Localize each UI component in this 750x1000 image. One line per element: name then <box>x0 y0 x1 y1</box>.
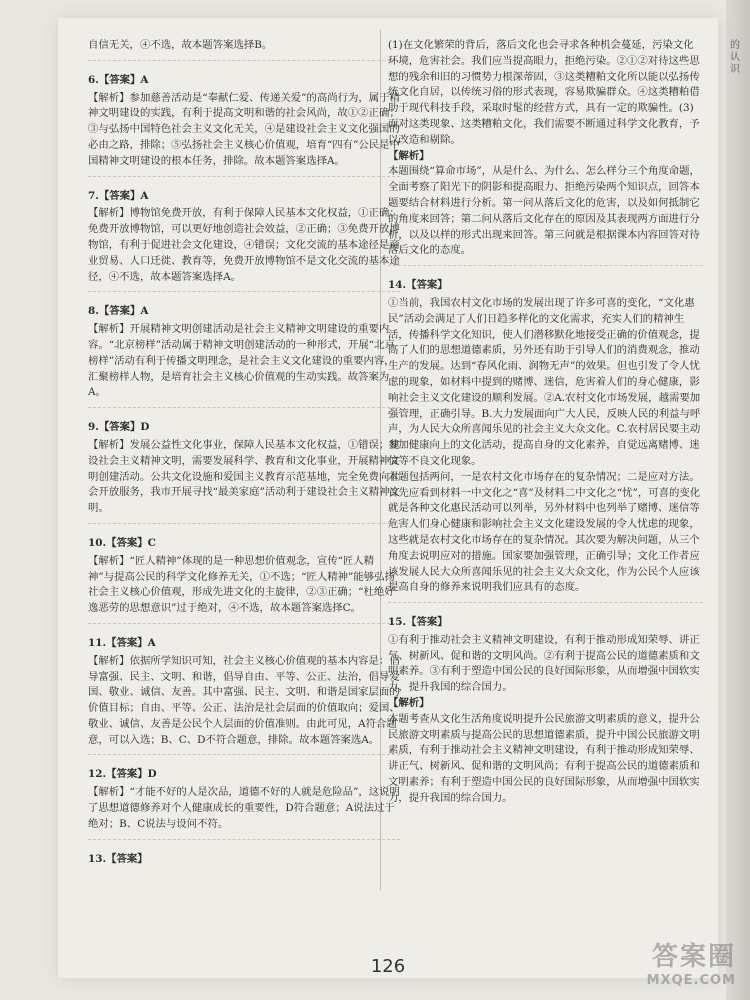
question-item <box>88 767 400 839</box>
question-item <box>88 536 400 624</box>
q14-analysis-text: 本题包括两问，一是农村文化市场存在的复杂情况；二是应对方法。首先应看到材料一中文化之“喜”及材料二中文化之“忧”，可喜的变化就是各种文化惠民活动可以列举，另外材料中也列举了赌博、迷信等危害人们身心健康和影响社会主义文化建设发展的令人忧虑的现象，这些就是农村文化市场存在的复杂情况。其次要为解决问题，从三个角度去说明应对的措施。国家要加强管理，正确引导；文化工作者应该发展人民大众所喜闻乐见的社会主义大众文化，作为公民个人应该提高自身的修养来说明我们应具有的态度。 <box>388 470 701 594</box>
analysis-text: 【解析】开展精神文明创建活动是社会主义精神文明建设的重要内容。“北京榜样”活动属于精神文明创建活动的一种形式，开展“北京榜样”活动有利于传播文明理念，是社会主义文化建设的重要内容，汇聚榜样人物，是培育社会主义核心价值观的生动实践。故答案为A。 <box>88 323 395 399</box>
question-item <box>88 852 400 876</box>
analysis-text: 【解析】“匠人精神”体现的是一种思想价值观念，宣传“匠人精神”与提高公民的科学文化修养无关，①不选；“匠人精神”能够弘扬社会主义核心价值观，形成先进文化的主旋律，②③正确；“杜绝好逸恶劳的思想意识”过于绝对，④不选，故本题答案选择C。 <box>88 554 395 615</box>
q13-continuation <box>388 38 703 266</box>
q13-answer-text: (1)在文化繁荣的背后，落后文化也会寻求各种机会蔓延，污染文化环境，危害社会。我们应当提高眼力，拒绝污染。②①②对待这些思想的残余和旧的习惯势力根深蒂固，③这类糟粕文化所以能以弘扬传统文化自居，以传统习俗的形式表现，容易欺骗群众。④这类糟粕借助于现代科技手段，采取时髦的经营方式，具有一定的欺骗性。(3)面对这类现象、这类糟粕文化，我们需要不断通过科学文化教育，予以改造和剔除。 <box>388 39 700 146</box>
answer-label: 13.【答案】 <box>88 852 148 865</box>
q14-answer-text: ①当前，我国农村文化市场的发展出现了许多可喜的变化，“文化惠民”活动会满足了人们日趋多样化的文化需求，充实人们的精神生活，传播科学文化知识，使人们潜移默化地接受正确的价值观念，提高了人们的思想道德素质，另外还有助于引导人们的消费观念，推动生产的发展。达到“春风化雨、润物无声”的效果。但也引发了令人忧虑的现象，如材料中提到的赌博、迷信，危害着人们的身心健康，影响社会主义文化建设的顺利发展。②A.农村文化市场发展，越需要加强管理，正确引导。B.大力发展面向广大人民，反映人民的利益与呼声，为人民大众所喜闻乐见的社会主义大众文化。C.农村居民要主动参加健康向上的文化活动，提高自身的文化素养，自觉远离赌博、迷信等不良文化现象。 <box>388 296 701 467</box>
q15-label: 15.【答案】 <box>388 616 448 629</box>
question-item <box>88 304 400 408</box>
q13-analysis-text: 本题围绕“算命市场”，从是什么、为什么、怎么样分三个角度命题，全面考察了阳光下的阴影和提高眼力、拒绝污染两个知识点，回答本题要结合材料进行分析。第一问从落后文化的危害，以及如何抵制它的角度来回答；第二问从落后文化存在的原因及其表现两方面进行分析，以及以样的形式出现来回答。第三问就是根据课本内容回答对待落后文化的态度。 <box>388 165 700 257</box>
book-page <box>58 18 718 978</box>
page-number: 126 <box>370 956 406 977</box>
analysis-text: 【解析】依据所学知识可知，社会主义核心价值观的基本内容是：倡导富强、民主、文明、和谐，倡导自由、平等、公正、法治，倡导爱国、敬业、诚信、友善。其中富强、民主、文明、和谐是国家层面的价值目标；自由、平等、公正、法治是社会层面的价值取向；爱国、敬业、诚信、友善是公民个人层面的价值准则。由此可见，A符合题意，可以入选；B、C、D不符合题意，排除。故本题答案选A。 <box>88 654 400 746</box>
watermark-url: MXQE.COM <box>646 973 736 988</box>
right-column <box>388 38 703 825</box>
answer-label: 9.【答案】D <box>88 421 150 434</box>
q14-label: 14.【答案】 <box>388 279 448 292</box>
left-items <box>88 73 400 876</box>
analysis-text: 【解析】博物馆免费开放，有利于保障人民基本文化权益，①正确；免费开放博物馆，可以更好地创造社会效益，②正确；③免费开放博物馆，有利于促进社会文化建设，④错误；文化交流的基本途径是商业贸易、人口迁徙、教育等，免费开放博物馆不是文化交流的基本途径，④不选，故本题答案选择A。 <box>88 207 400 283</box>
answer-label: 10.【答案】C <box>88 536 156 549</box>
q15-analysis-label: 【解析】 <box>388 697 430 710</box>
question-item <box>88 73 400 177</box>
analysis-text: 【解析】“才能不好的人是次品，道德不好的人就是危险品”，这说明了思想道德修养对个人健康成长的重要性，D符合题意；A说法过于绝对；B、C说法与设问不符。 <box>88 786 400 830</box>
answer-label: 6.【答案】A <box>88 73 149 86</box>
spine-text: 的认识 <box>730 40 740 75</box>
intro-text: 自信无关，④不选，故本题答案选择B。 <box>88 39 273 51</box>
answer-label: 11.【答案】A <box>88 636 156 649</box>
book-spine <box>726 0 750 1000</box>
q13-analysis-label: 【解析】 <box>388 149 430 162</box>
analysis-text: 【解析】发展公益性文化事业，保障人民基本文化权益，①错误；建设社会主义精神文明，需要发展科学、教育和文化事业，开展精神文明创建活动。公共文化设施和爱国主义教育示范基地，完全免费向社会开放服务，我市开展寻找“最美家庭”活动利于建设社会主义精神文明。 <box>88 438 400 515</box>
watermark-logo-text: 答案圈 <box>651 942 736 972</box>
q15-block <box>388 615 703 813</box>
question-item <box>88 636 400 756</box>
answer-label: 8.【答案】A <box>88 305 149 318</box>
q14-block <box>388 278 703 603</box>
q15-analysis-text: 本题考查从文化生活角度说明提升公民旅游文明素质的意义，提升公民旅游文明素质与提高公民的思想道德素质，提升中国公民旅游文明素质，有利于推动社会主义精神文明建设，有利于推动形成知荣辱、讲正气、树新风、促和谐的文明风尚；有利于提高公民的道德素质和文明素养；有利于塑造中国公民的良好国际形象，从而增强中国软实力，提升我国的综合国力。 <box>388 712 700 804</box>
intro-line <box>88 38 400 61</box>
answer-label: 12.【答案】D <box>88 768 157 781</box>
answer-label: 7.【答案】A <box>88 189 149 202</box>
question-item <box>88 189 400 293</box>
left-column <box>88 38 400 887</box>
q15-answer-text: ①有利于推动社会主义精神文明建设，有利于推动形成知荣辱、讲正气、树新风、促和谐的文明风尚。②有利于提高公民的道德素质和文明素养。③有利于塑造中国公民的良好国际形象，从而增强中国软实力，提升我国的综合国力。 <box>388 633 700 694</box>
analysis-text: 【解析】参加慈善活动是“奉献仁爱、传递关爱”的高尚行为，属于精神文明建设的实践，有利于提高文明和谐的社会风尚，故①②正确；③与弘扬中国特色社会主义文化无关，④是建设社会主义文化强国的必由之路，排除；⑤弘扬社会主义核心价值观，培育“四有”公民是中国精神文明建设的根本任务，排除。故本题答案选择A。 <box>88 91 400 167</box>
question-item <box>88 420 400 524</box>
watermark-logo <box>596 936 736 996</box>
